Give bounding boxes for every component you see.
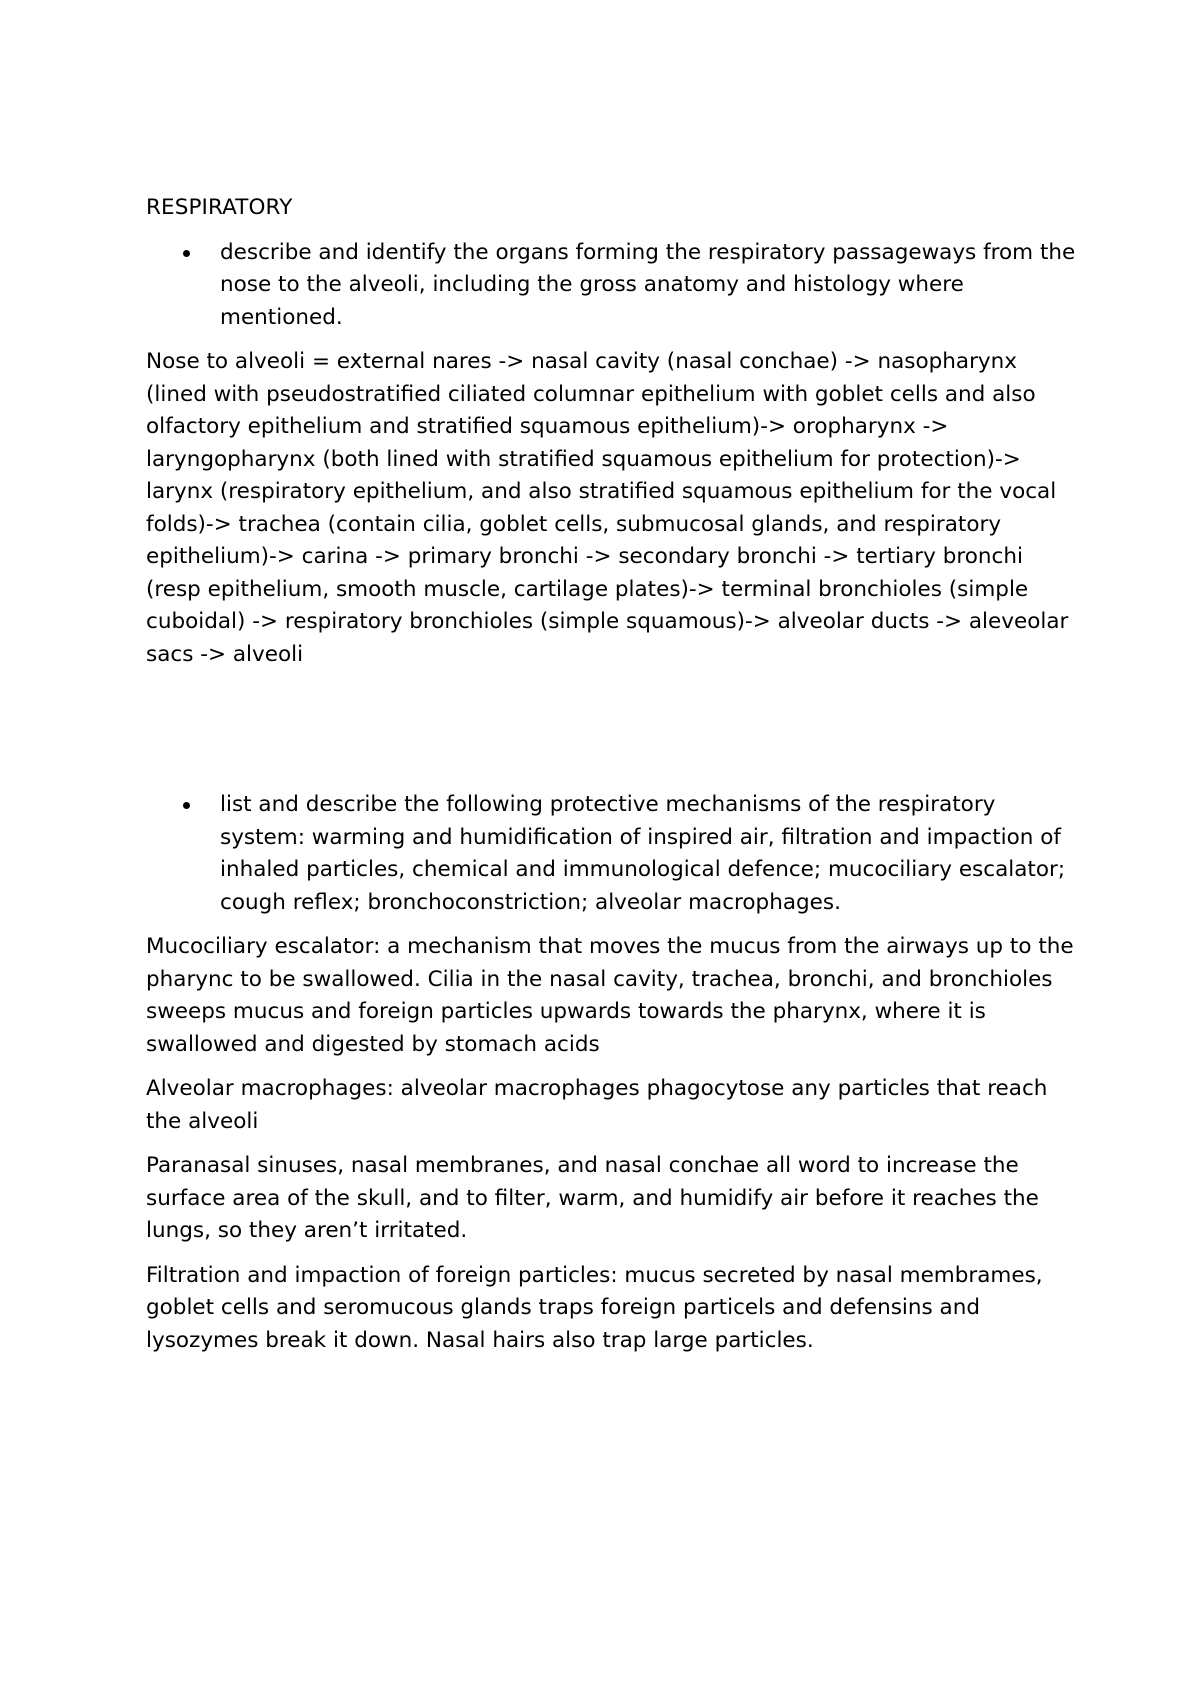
objective-list-1 bbox=[146, 237, 1076, 335]
page-title: RESPIRATORY bbox=[146, 195, 293, 220]
blank-space bbox=[146, 683, 1076, 789]
bullet-icon bbox=[183, 802, 190, 809]
paragraph-paranasal-sinuses: Paranasal sinuses, nasal membranes, and nasal conchae all word to increase the surface area of the skull, and to filter, warm, and humidify air before it reaches the lungs, so they aren’t irritated. bbox=[146, 1153, 1039, 1243]
paragraph-nose-to-alveoli: Nose to alveoli = external nares -> nasal cavity (nasal conchae) -> nasopharynx (lined with pseudostratified ciliated columnar epithelium with goblet cells and also olfactory epithelium and stratified squamous epithelium)-> oropharynx -> laryngopharynx (both lined with stratified squamous epithelium for protection)-> larynx (respiratory epithelium, and also stratified squamous epithelium for the vocal folds)-> trachea (contain cilia, goblet cells, submucosal glands, and respiratory epithelium)-> carina -> primary bronchi -> secondary bronchi -> tertiary bronchi (resp epithelium, smooth muscle, cartilage plates)-> terminal bronchioles (simple cuboidal) -> respiratory bronchioles (simple squamous)-> alveolar ducts -> aleveolar sacs -> alveoli bbox=[146, 349, 1069, 667]
objective-list-2 bbox=[146, 789, 1076, 919]
paragraph-filtration-impaction: Filtration and impaction of foreign particles: mucus secreted by nasal membrames, goblet cells and seromucous glands traps foreign particels and defensins and lysozymes break it down. Nasal hairs also trap large particles. bbox=[146, 1262, 1043, 1353]
paragraph-mucociliary-escalator: Mucociliary escalator: a mechanism that moves the mucus from the airways up to the pharync to be swallowed. Cilia in the nasal cavity, trachea, bronchi, and bronchioles sweeps mucus and foreign particles upwards towards the pharynx, where it is swallowed and digested by stomach acids bbox=[146, 934, 1074, 1057]
objective-text-organs: describe and identify the organs forming the respiratory passageways from the nose to the alveoli, including the gross anatomy and histology where mentioned. bbox=[220, 239, 1076, 330]
objective-item-protective-mechanisms bbox=[146, 789, 1076, 919]
paragraph-alveolar-macrophages: Alveolar macrophages: alveolar macrophages phagocytose any particles that reach the alveoli bbox=[146, 1076, 1048, 1134]
document-body bbox=[146, 192, 1076, 1369]
bullet-icon bbox=[183, 250, 190, 257]
objective-item-organs bbox=[146, 237, 1076, 335]
objective-text-protective-mechanisms: list and describe the following protective mechanisms of the respiratory system: warming and humidification of inspired air, filtration and impaction of inhaled particles, chemical and immunological defence; mucociliary escalator; cough reflex; bronchoconstriction; alveolar macrophages. bbox=[220, 792, 1066, 915]
